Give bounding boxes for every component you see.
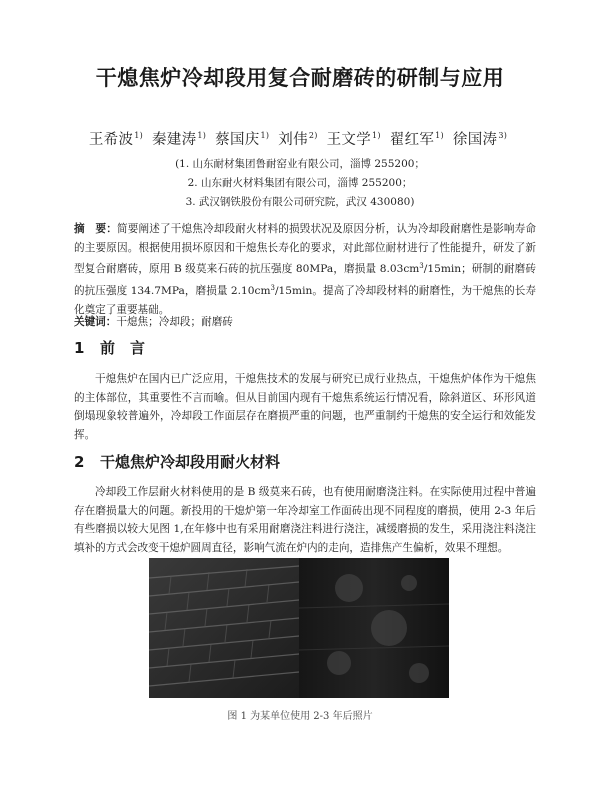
author-affil-mark: 2) — [308, 131, 318, 140]
author-affil-mark: 1) — [435, 131, 444, 140]
introduction-paragraph: 干熄焦炉在国内已广泛应用，干熄焦技术的发展与研究已成行业热点，干熄焦炉体作为干熄焦的主体部位，其重要性不言而喻。但从目前国内现有干熄焦系统运行情况看，除斜道区、环形风道倒塌现象较普遍外，冷却段工作面层存在磨损严重的问题，也严重制约干熄焦的安全运行和效能发挥。 — [74, 373, 536, 442]
keywords — [74, 313, 536, 332]
paper-title: 干熄焦炉冷却段用复合耐磨砖的研制与应用 — [95, 66, 505, 90]
author-affil-mark: 1) — [260, 131, 270, 140]
author-affil-mark: 1) — [197, 131, 207, 140]
keywords-label: 关键词： — [74, 316, 117, 328]
author-name: 徐国涛 — [452, 132, 498, 148]
section-title: 干熄焦炉冷却段用耐火材料 — [100, 453, 281, 471]
author-list — [0, 128, 600, 149]
affiliation-line: (1. 山东耐材集团鲁耐窑业有限公司，淄博 255200； — [175, 158, 425, 170]
affiliation-list — [0, 155, 600, 212]
abstract-text: /15min；研制的耐磨砖的抗压强度 134.7MPa，磨损量 2.10cm — [74, 263, 536, 298]
abstract-text: 简要阐述了干熄焦冷却段耐火材料的损毁状况及原因分析，认为冷却段耐磨性是影响寿命的主要原因。根据使用损坏原因和干熄焦长寿化的要求，对此部位耐材进行了性能提升，研发了新型复合耐磨砖，原用 B 级莫来石砖的抗压强度 80MPa，磨损量 8.03cm — [74, 223, 537, 276]
affiliation-line: 2. 山东耐火材料集团有限公司，淄博 255200； — [187, 177, 413, 189]
materials-paragraph: 冷却段工作层耐火材料使用的是 B 级莫来石砖，也有使用耐磨浇注料。在实际使用过程中普遍存在磨损量大的问题。新投用的干熄炉第一年冷却室工作面砖出现不同程度的磨损，使用 2-3 年后有些磨损以较大见图 1,在年修中也有采用耐磨浇注料进行浇注，减缓磨损的发生，采用浇注料浇注填补的方式会改变干熄炉圆周直径，影响气流在炉内的走向，造排焦产生偏析，效果不理想。 — [74, 486, 536, 555]
abstract-text: /15min。提高了冷却段材料的耐磨性，为干熄焦的长寿化奠定了重要基础。 — [74, 285, 536, 316]
superscript: 3 — [419, 262, 424, 271]
affiliation-line: 3. 武汉钢铁股份有限公司研究院，武汉 430080) — [185, 196, 415, 208]
author-name: 刘伟 — [278, 132, 308, 148]
superscript: 3 — [270, 284, 275, 293]
figure-caption: 图 1 为某单位使用 2-3 年后照片 — [227, 711, 373, 722]
author-affil-mark: 1) — [372, 131, 381, 140]
figure-photo — [149, 558, 449, 698]
author-name: 王文学 — [326, 132, 372, 148]
author-name: 蔡国庆 — [215, 132, 260, 148]
abstract-label: 摘 要： — [74, 223, 117, 235]
abstract — [74, 220, 536, 320]
author-affil-mark: 1) — [134, 131, 144, 140]
author-name: 翟红军 — [389, 132, 435, 148]
section-heading-materials — [74, 451, 280, 472]
author-name: 王希波 — [88, 132, 134, 148]
author-name: 秦建涛 — [152, 132, 197, 148]
worn-brick-photo-image — [149, 558, 449, 698]
section-number: 1 — [74, 339, 85, 357]
author-affil-mark: 3) — [498, 131, 508, 140]
keywords-text: 干熄焦；冷却段；耐磨砖 — [116, 316, 233, 328]
section-number: 2 — [74, 453, 85, 471]
section-heading-introduction — [74, 337, 145, 358]
section-title: 前 言 — [100, 339, 146, 357]
